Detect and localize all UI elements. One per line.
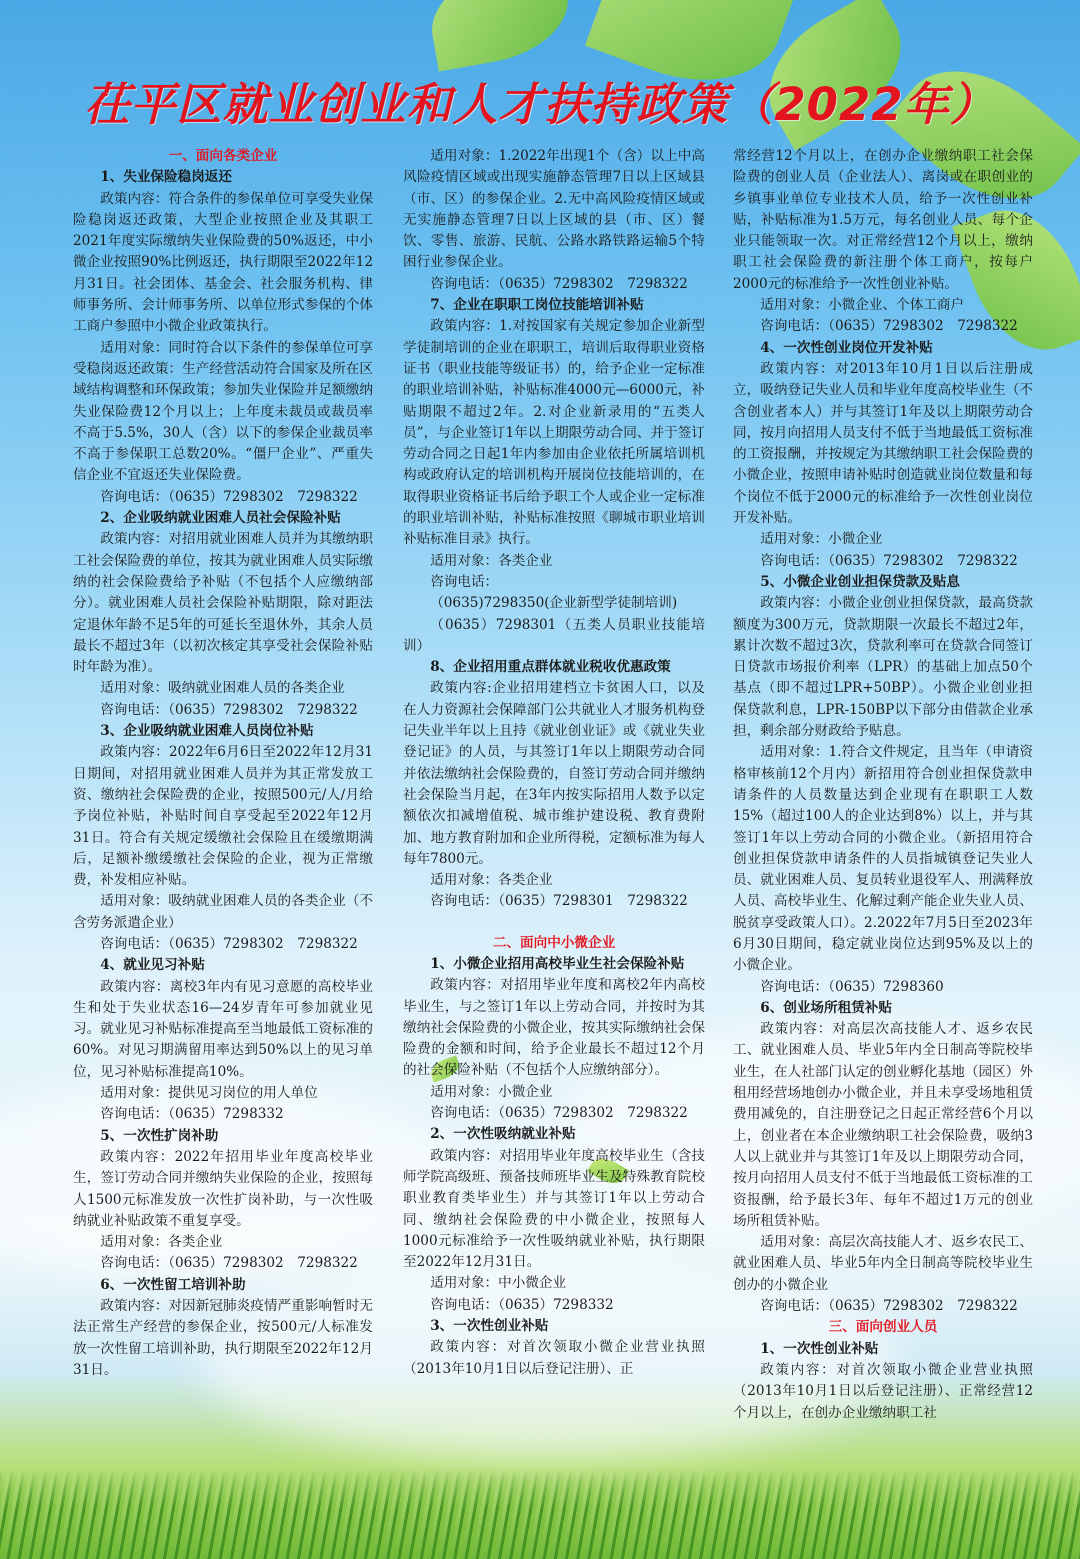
policy-paragraph: 咨询电话：（0635）7298360 xyxy=(760,978,944,995)
policy-paragraph: 政策内容：对招用毕业年度高校毕业生（含技师学院高级班、预备技师班毕业生及特殊教育院校职业教育类毕业生）并与其签订1年以上劳动合同、缴纳社会保险费的中小微企业，按照每人1000元标准给予一次性吸纳就业补贴，执行期限至2022年12月31日。 xyxy=(403,1147,705,1271)
policy-paragraph: 适用对象：吸纳就业困难人员的各类企业 xyxy=(100,680,345,697)
policy-paragraph: 政策内容:企业招用建档立卡贫困人口，以及在人力资源社会保障部门公共就业人才服务机构登记失业半年以上且持《就业创业证》或《就业失业登记证》的人员，与其签订1年以上期限劳动合同并依法缴纳社会保险费的，自签订劳动合同并缴纳社会保险当月起，在3年内按实际招用人数予以定额依次扣减增值税、城市维护建设税、教育费附加、地方教育附加和企业所得税，定额标准为每人每年7800元。 xyxy=(403,680,705,867)
policy-paragraph: 政策内容：对招用就业困难人员并为其缴纳职工社会保险费的单位，按其为就业困难人员实际缴纳的社会保险费给予补贴（不包括个人应缴纳部分）。就业困难人员社会保险补贴期限，除对距法定退休年龄不足5年的可延长至退休外，其余人员最长不超过3年（以初次核定其享受社会保险补贴时年龄为准）。 xyxy=(73,531,373,676)
policy-paragraph: 适用对象：小微企业 xyxy=(430,1083,553,1100)
policy-paragraph: 适用对象：高层次高技能人才、返乡农民工、就业困难人员、毕业5年内全日制高等院校毕业生创办的小微企业 xyxy=(733,1234,1033,1293)
policy-paragraph: 咨询电话：（0635）7298302 7298322 xyxy=(760,552,1018,569)
policy-paragraph: 咨询电话： xyxy=(430,573,499,590)
policy-paragraph: 适用对象：吸纳就业困难人员的各类企业（不含劳务派遣企业） xyxy=(73,893,373,931)
policy-paragraph: 适用对象：中小微企业 xyxy=(430,1275,567,1292)
policy-paragraph: 咨询电话：（0635）7298302 7298322 xyxy=(100,935,358,952)
policy-paragraph: 咨询电话：（0635）7298301 7298322 xyxy=(430,893,688,910)
policy-item-title: 4、一次性创业岗位开发补贴 xyxy=(760,339,933,356)
section-heading: 三、面向创业人员 xyxy=(828,1319,938,1336)
column-3 xyxy=(733,146,1033,1424)
policy-paragraph: 政策内容：离校3年内有见习意愿的高校毕业生和处于失业状态16—24岁青年可参加就业见习。就业见习补贴标准提高至当地最低工资标准的60%。对见习期满留用率达到50%以上的见习单位，见习补贴标准提高10%。 xyxy=(73,978,373,1080)
section-heading: 一、面向各类企业 xyxy=(168,148,278,164)
policy-paragraph: 咨询电话：（0635）7298302 7298322 xyxy=(100,1255,358,1272)
policy-paragraph: 适用对象：各类企业 xyxy=(100,1234,223,1251)
policy-item-title: 7、企业在职职工岗位技能培训补贴 xyxy=(430,297,644,314)
policy-paragraph: 咨询电话：（0635）7298332 xyxy=(100,1106,284,1123)
policy-paragraph: 政策内容：对因新冠肺炎疫情严重影响暂时无法正常生产经营的参保企业，按500元/人标准发放一次性留工培训补助，执行期限至2022年12月31日。 xyxy=(73,1298,373,1378)
policy-paragraph: 适用对象：各类企业 xyxy=(430,552,553,569)
section-heading: 二、面向中小微企业 xyxy=(492,934,616,951)
policy-paragraph: 适用对象：各类企业 xyxy=(430,872,553,889)
policy-item-title: 5、小微企业创业担保贷款及贴息 xyxy=(760,573,960,590)
policy-paragraph: 常经营12个月以上，在创办企业缴纳职工社会保险费的创业人员（企业法人）、离岗或在职创业的乡镇事业单位专业技术人员，给予一次性创业补贴，补贴标准为1.5万元，每名创业人员、每个企业只能领取一次。对正常经营12个月以上，缴纳职工社会保险费的新注册个体工商户，按每户2000元的标准给予一次性创业补贴。 xyxy=(733,148,1033,292)
policy-paragraph: 政策内容：2022年6月6日至2022年12月31日期间，对招用就业困难人员并为其正常发放工资、缴纳社会保险费的企业，按照500元/人/月给予岗位补贴，补贴时间自享受起至2022年12月31日。符合有关规定缓缴社会保险且在缓缴期满后，足额补缴缓缴社会保险的企业，视为正常缴费，补发相应补贴。 xyxy=(73,744,373,889)
policy-paragraph: 咨询电话：（0635）7298302 7298322 xyxy=(760,318,1018,335)
policy-paragraph: 政策内容：对招用毕业年度和离校2年内高校毕业生，与之签订1年以上劳动合同，并按时为其缴纳社会保险费的小微企业，按其实际缴纳社会保险费的金额和时间，给予企业最长不超过12个月的社会保险补贴（不包括个人应缴纳部分）。 xyxy=(403,977,705,1079)
policy-paragraph: 适用对象：小微企业、个体工商户 xyxy=(760,297,965,314)
policy-paragraph: 政策内容：对首次领取小微企业营业执照（2013年10月1日以后登记注册）、正常经营12个月以上，在创办企业缴纳职工社 xyxy=(733,1361,1033,1421)
policy-paragraph: 咨询电话：（0635）7298302 7298322 xyxy=(100,488,358,505)
policy-paragraph: 政策内容：小微企业创业担保贷款，最高贷款额度为300万元，贷款期限一次最长不超过2年，累计次数不超过3次，贷款利率可在贷款合同签订日贷款市场报价利率（LPR）的基础上加点50个基点（即不超过LPR+50BP）。小微企业创业担保贷款利息，LPR-150BP以下部分由借款企业承担，剩余部分财政给予贴息。 xyxy=(733,595,1033,740)
policy-paragraph: 适用对象：小微企业 xyxy=(760,531,883,548)
policy-item-title: 2、一次性吸纳就业补贴 xyxy=(430,1126,576,1143)
policy-item-title: 6、一次性留工培训补助 xyxy=(100,1276,246,1293)
policy-paragraph: （0635)7298350(企业新型学徒制培训) xyxy=(430,595,678,612)
policy-item-title: 1、失业保险稳岗返还 xyxy=(100,169,232,186)
policy-item-title: 3、企业吸纳就业困难人员岗位补贴 xyxy=(100,723,314,740)
policy-paragraph: 咨询电话：（0635）7298302 7298322 xyxy=(100,701,358,718)
page-title: 茌平区就业创业和人才扶持政策（2022年） xyxy=(84,78,996,131)
policy-item-title: 1、小微企业招用高校毕业生社会保险补贴 xyxy=(430,955,685,972)
policy-paragraph: 咨询电话：（0635）7298302 7298322 xyxy=(430,275,688,292)
spacer xyxy=(403,913,705,933)
policy-paragraph: 政策内容：对2013年10月1日以后注册成立，吸纳登记失业人员和毕业年度高校毕业生（不含创业者本人）并与其签订1年及以上期限劳动合同，按月向招用人员支付不低于当地最低工资标准的工资报酬，并按规定为其缴纳职工社会保险费的小微企业，按照申请补贴时创造就业岗位数量和每个岗位不低于2000元的标准给予一次性创业岗位开发补贴。 xyxy=(733,360,1033,527)
policy-paragraph: 适用对象：1.2022年出现1个（含）以上中高风险疫情区域或出现实施静态管理7日以上区域县（市、区）的参保企业。2.无中高风险疫情区域或无实施静态管理7日以上区域的县（市、区）餐饮、零售、旅游、民航、公路水路铁路运输5个特困行业参保企业。 xyxy=(403,148,705,271)
policy-item-title: 5、一次性扩岗补助 xyxy=(100,1127,219,1144)
policy-paragraph: （0635）7298301（五类人员职业技能培训） xyxy=(403,616,705,654)
policy-item-title: 4、就业见习补贴 xyxy=(100,957,205,974)
column-2 xyxy=(403,146,705,1380)
policy-paragraph: 咨询电话：（0635）7298332 xyxy=(430,1296,614,1313)
policy-paragraph: 政策内容：1.对按国家有关规定参加企业新型学徒制培训的企业在职职工，培训后取得职业资格证书（职业技能等级证书）的，给予企业一定标准的职业培训补贴，补贴标准4000元—6000元，补贴期限不超过2年。2.对企业新录用的“五类人员”，与企业签订1年以上期限劳动合同、并于签订劳动合同之日起1年内参加由企业依托所属培训机构或政府认定的培训机构开展岗位技能培训的，在取得职业资格证书后给予职工个人或企业一定标准的职业培训补贴，补贴标准按照《聊城市职业培训补贴标准目录》执行。 xyxy=(403,318,705,548)
policy-paragraph: 咨询电话：（0635）7298302 7298322 xyxy=(760,1298,1018,1315)
policy-paragraph: 适用对象：提供见习岗位的用人单位 xyxy=(100,1085,318,1102)
policy-paragraph: 政策内容：对首次领取小微企业营业执照（2013年10月1日以后登记注册）、正 xyxy=(403,1339,705,1377)
column-1 xyxy=(73,146,373,1381)
policy-paragraph: 政策内容：符合条件的参保单位可享受失业保险稳岗返还政策，大型企业按照企业及其职工2021年度实际缴纳失业保险费的50%返还，中小微企业按照90%比例返还，执行期限至2022年12月31日。社会团体、基金会、社会服务机构、律师事务所、会计师事务所、以单位形式参保的个体工商户参照中小微企业政策执行。 xyxy=(73,190,373,335)
policy-paragraph: 政策内容：2022年招用毕业年度高校毕业生，签订劳动合同并缴纳失业保险的企业，按照每人1500元标准发放一次性扩岗补助，与一次性吸纳就业补贴政策不重复享受。 xyxy=(73,1148,373,1229)
policy-paragraph: 政策内容：对高层次高技能人才、返乡农民工、就业困难人员、毕业5年内全日制高等院校毕业生，在人社部门认定的创业孵化基地（园区）外租用经营场地创办小微企业，并且未享受场地租赁费用减免的，自注册登记之日起正常经营6个月以上，创业者在本企业缴纳职工社会保险费，吸纳3人以上就业并与其签订1年及以上期限劳动合同，按月向招用人员支付不低于当地最低工资标准的工资报酬，给予最长3年、每年不超过1万元的创业场所租赁补贴。 xyxy=(733,1021,1033,1229)
grass-decoration xyxy=(0,1469,1080,1559)
policy-paragraph: 咨询电话：（0635）7298302 7298322 xyxy=(430,1105,688,1122)
policy-item-title: 2、企业吸纳就业困难人员社会保险补贴 xyxy=(100,510,341,527)
policy-item-title: 3、一次性创业补贴 xyxy=(430,1318,549,1335)
policy-paragraph: 适用对象：同时符合以下条件的参保单位可享受稳岗返还政策：生产经营活动符合国家及所在区域结构调整和环保政策；参加失业保险并足额缴纳失业保险费12个月以上；上年度未裁员或裁员率不高于5.5%，30人（含）以下的参保企业裁员率不高于参保职工总数20%。“僵尸企业”、严重失信企业不宜返还失业保险费。 xyxy=(73,339,373,484)
policy-item-title: 8、企业招用重点群体就业税收优惠政策 xyxy=(430,659,671,676)
policy-item-title: 6、创业场所租赁补贴 xyxy=(760,999,892,1016)
policy-paragraph: 适用对象：1.符合文件规定，且当年（申请资格审核前12个月内）新招用符合创业担保贷款申请条件的人员数量达到企业现有在职职工人数15%（超过100人的企业达到8%）以上，并与其签订1年以上劳动合同的小微企业。（新招用符合创业担保贷款申请条件的人员指城镇登记失业人员、就业困难人员、复员转业退役军人、刑满释放人员、高校毕业生、化解过剩产能企业失业人员、脱贫享受政策人口）。2.2022年7月5日至2023年6月30日期间，稳定就业岗位达到95%及以上的小微企业。 xyxy=(733,744,1033,974)
policy-item-title: 1、一次性创业补贴 xyxy=(760,1340,879,1357)
leaf-decoration xyxy=(423,0,577,71)
